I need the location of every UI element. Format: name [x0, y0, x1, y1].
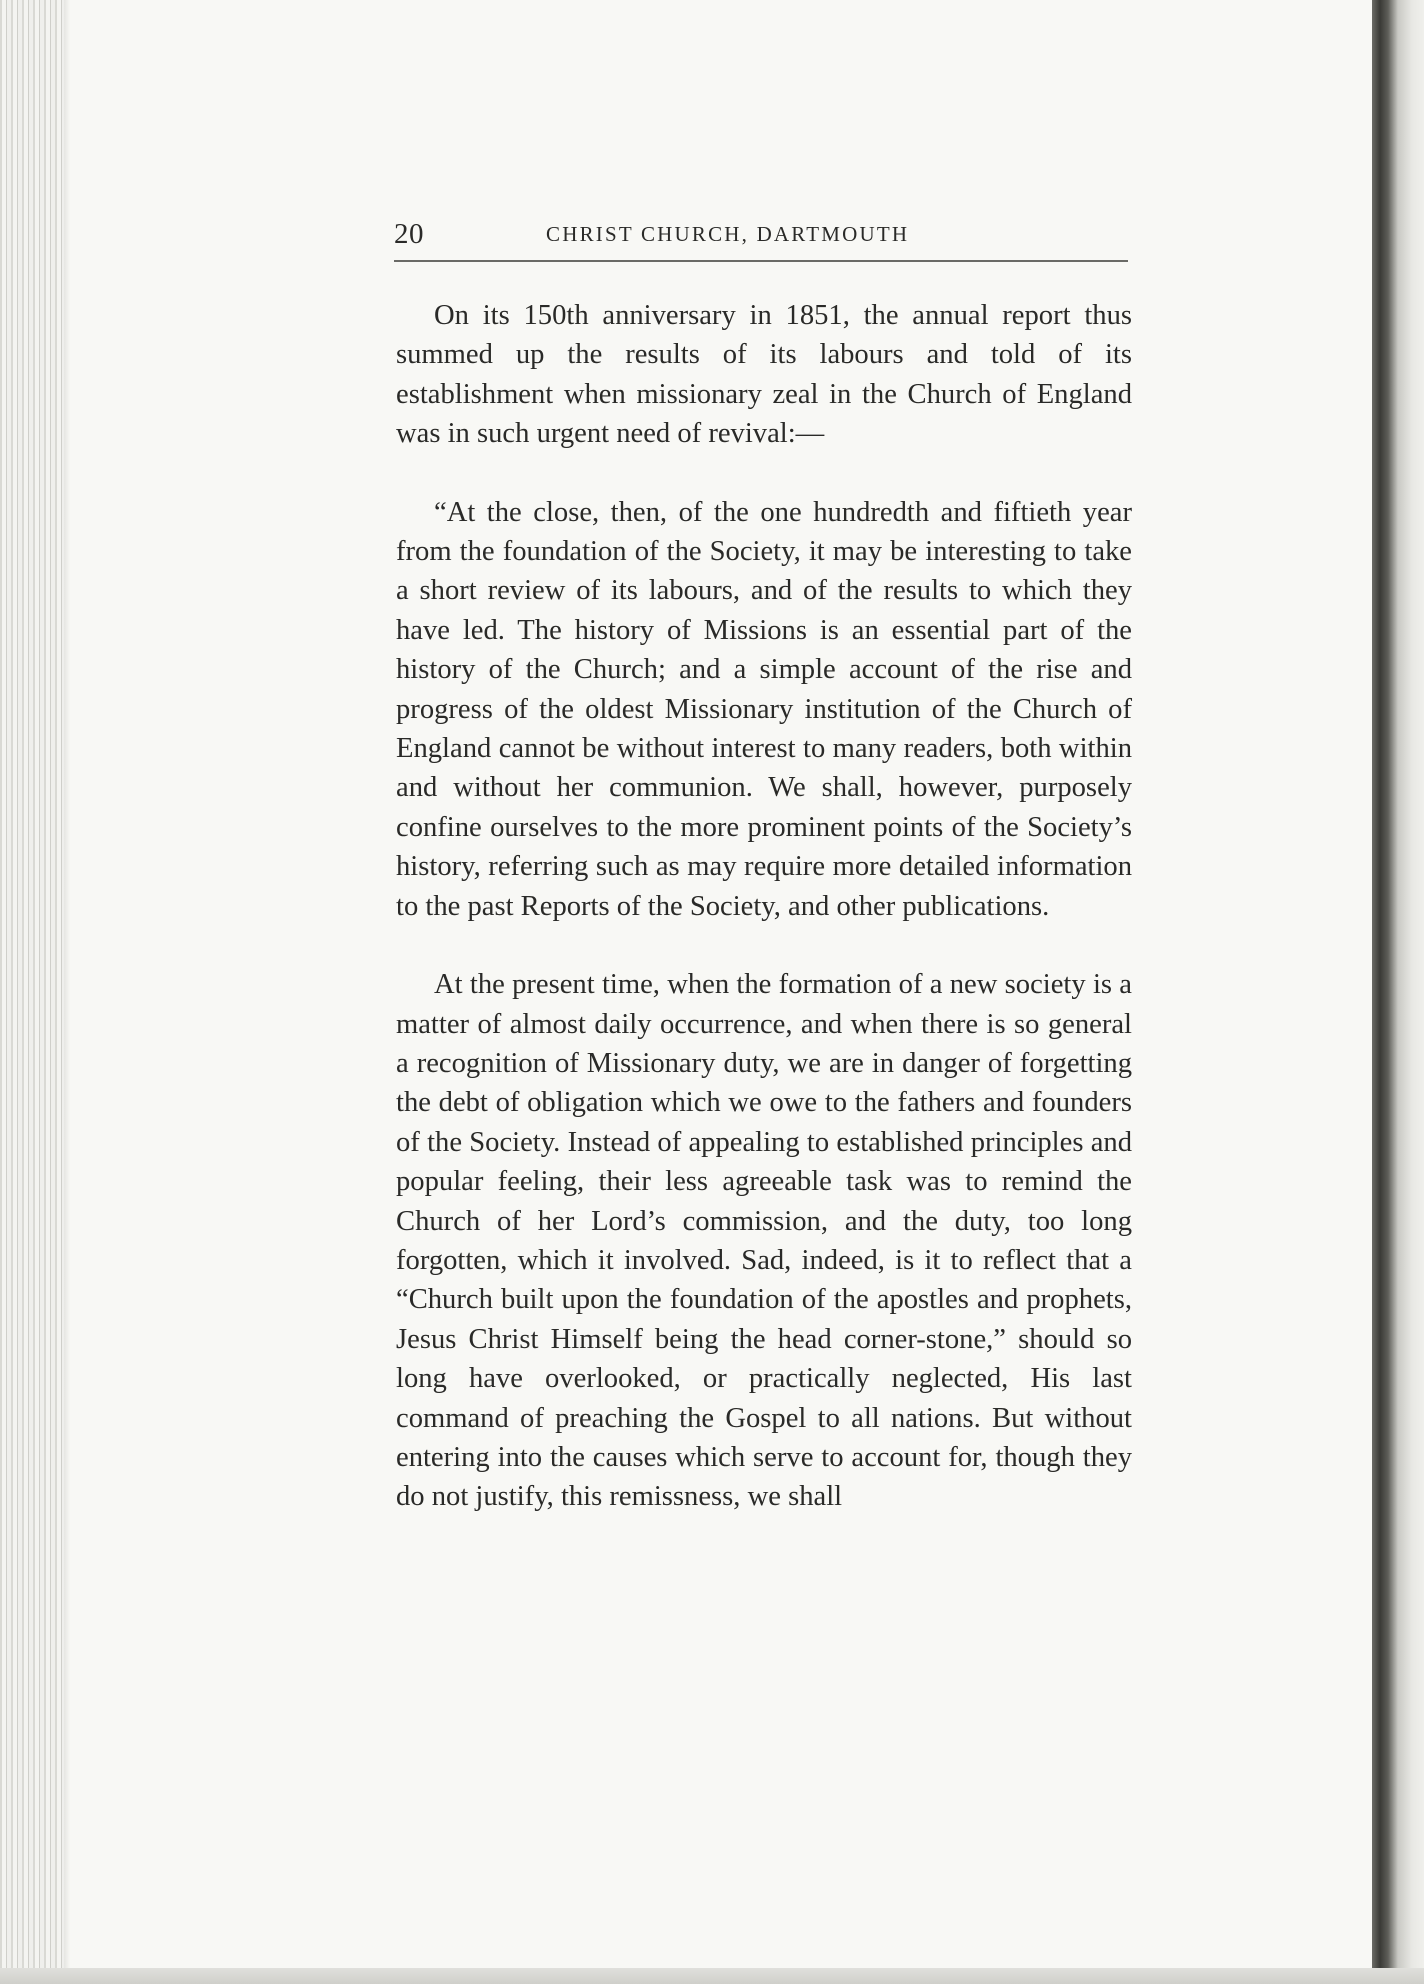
- paragraph-quote-continued: At the present time, when the formation of a new society is a matter of almost daily occurrence, and when there is so general a recognition of Missionary duty, we are in danger of forgetting the debt of obligation which we owe to the fathers and founders of the Society. Instead of appealing to established principles and popular feeling, their less agreeable task was to remind the Church of her Lord’s commission, and the duty, too long forgotten, which it involved. Sad, indeed, is it to reflect that a “Church built upon the foundation of the apostles and prophets, Jesus Christ Himself being the head corner-stone,” should so long have overlooked, or practically neglected, His last command of preaching the Gospel to all nations. But without entering into the causes which serve to account for, though they do not justify, this remissness, we shall: [396, 969, 1132, 1513]
- running-head: [394, 214, 1128, 262]
- body-text: [396, 296, 1132, 1517]
- running-title: CHRIST CHURCH, DARTMOUTH: [546, 222, 910, 246]
- book-bottom-edge: [0, 1968, 1424, 1984]
- book-spine-shadow: [1372, 0, 1424, 1984]
- book-page-edges: [0, 0, 70, 1984]
- page-number: 20: [394, 218, 424, 250]
- paragraph-intro: On its 150th anniversary in 1851, the annual report thus summed up the results of its labours and told of its establishment when missionary zeal in the Church of England was in such urgent need of revival:—: [396, 300, 1132, 450]
- paragraph-quote-opening: “At the close, then, of the one hundredth and fiftieth year from the foundation of the Society, it may be interesting to take a short review of its labours, and of the results to which they have led. The history of Missions is an essential part of the history of the Church; and a simple account of the rise and progress of the oldest Missionary institution of the Church of England cannot be without interest to many readers, both within and without her communion. We shall, however, purposely confine ourselves to the more prominent points of the Society’s history, referring such as may require more detailed information to the past Reports of the Society, and other publications.: [396, 496, 1132, 922]
